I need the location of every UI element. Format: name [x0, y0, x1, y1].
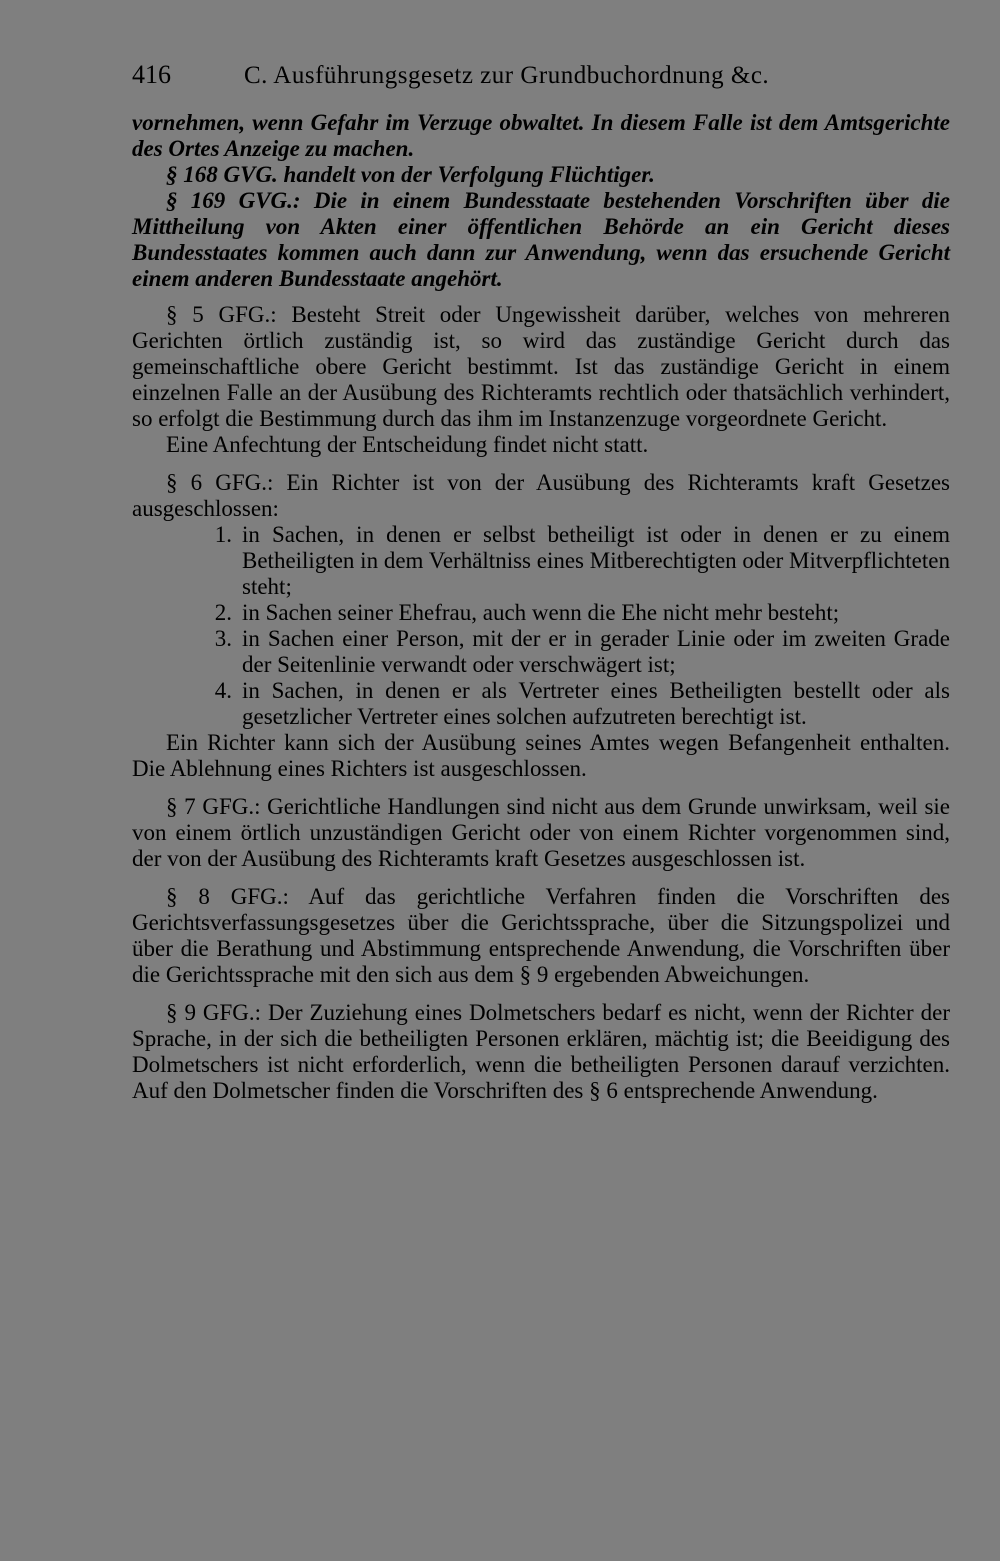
list-number: 3. [214, 626, 232, 651]
paragraph-gfg-9: § 9 GFG.: Der Zuziehung eines Dolmetschers bedarf es nicht, wenn der Richter der Sprache, in der sich die betheiligten Personen erklären, mächtig ist; die Beeidigung des Dolmetschers ist nicht erforderlich, wenn die betheiligten Personen darauf verzichten. Auf den Dolmetscher finden die Vorschriften des § 6 entsprechende Anwendung. [132, 1000, 950, 1103]
list-text: in Sachen einer Person, mit der er in gerader Linie oder im zweiten Grade der Seitenlinie verwandt oder verschwägert ist; [242, 626, 950, 677]
page-number: 416 [132, 60, 171, 89]
list-number: 1. [214, 522, 232, 547]
list-number: 2. [214, 600, 232, 625]
book-page [132, 60, 950, 1104]
list-item [132, 522, 950, 600]
list-item [132, 626, 950, 678]
paragraph-gfg-8: § 8 GFG.: Auf das gerichtliche Verfahren finden die Vorschriften des Gerichtsverfassungsgesetzes über die Gerichtssprache, über die Sitzungspolizei und über die Berathung und Abstimmung entsprechende Anwendung, die Vorschriften über die Gerichtssprache mit den sich aus dem § 9 ergebenden Abweichungen. [132, 884, 950, 987]
list-text: in Sachen, in denen er als Vertreter eines Betheiligten bestellt oder als gesetzlicher Vertreter eines solchen aufzutreten berechtigt ist. [242, 678, 950, 729]
list-number: 4. [214, 678, 232, 703]
paragraph-gvg-168: § 168 GVG. handelt von der Verfolgung Flüchtiger. [166, 162, 655, 187]
list-item [132, 678, 950, 730]
list-text: in Sachen seiner Ehefrau, auch wenn die Ehe nicht mehr besteht; [242, 600, 840, 625]
paragraph-gfg-7: § 7 GFG.: Gerichtliche Handlungen sind nicht aus dem Grunde unwirksam, weil sie von einem örtlich unzuständigen Gericht oder von einem Richter vorgenommen sind, der von der Ausübung des Richteramts kraft Gesetzes ausgeschlossen ist. [132, 794, 950, 871]
list-text: in Sachen, in denen er selbst betheiligt ist oder in denen er zu einem Betheiligten in dem Verhältniss eines Mitberechtigten oder Mitverpflichteten steht; [242, 522, 950, 599]
running-head: C. Ausführungsgesetz zur Grundbuchordnung &c. [244, 62, 770, 89]
paragraph-gfg-6: § 6 GFG.: Ein Richter ist von der Ausübung des Richteramts kraft Gesetzes ausgeschlossen: [132, 470, 950, 521]
paragraph-continuation: vornehmen, wenn Gefahr im Verzuge obwaltet. In diesem Falle ist dem Amtsgerichte des Ortes Anzeige zu machen. [132, 110, 950, 161]
paragraph-anfechtung: Eine Anfechtung der Entscheidung findet nicht statt. [166, 432, 649, 457]
paragraph-gvg-169: § 169 GVG.: Die in einem Bundesstaate bestehenden Vorschriften über die Mittheilung von Akten einer öffentlichen Behörde an ein Gericht dieses Bundesstaates kommen auch dann zur Anwendung, wenn das ersuchende Gericht einem anderen Bundesstaate angehört. [132, 188, 950, 291]
exclusion-list [132, 522, 950, 730]
list-item [132, 600, 950, 626]
paragraph-befangenheit: Ein Richter kann sich der Ausübung seines Amtes wegen Befangenheit enthalten. Die Ablehnung eines Richters ist ausgeschlossen. [132, 730, 950, 781]
page-header [132, 60, 950, 110]
paragraph-gfg-5: § 5 GFG.: Besteht Streit oder Ungewissheit darüber, welches von mehreren Gerichten örtlich zuständig ist, so wird das zuständige Gericht durch das gemeinschaftliche obere Gericht bestimmt. Ist das zuständige Gericht in einem einzelnen Falle an der Ausübung des Richteramts rechtlich oder thatsächlich verhindert, so erfolgt die Bestimmung durch das ihm im Instanzenzuge vorgeordnete Gericht. [132, 302, 950, 431]
